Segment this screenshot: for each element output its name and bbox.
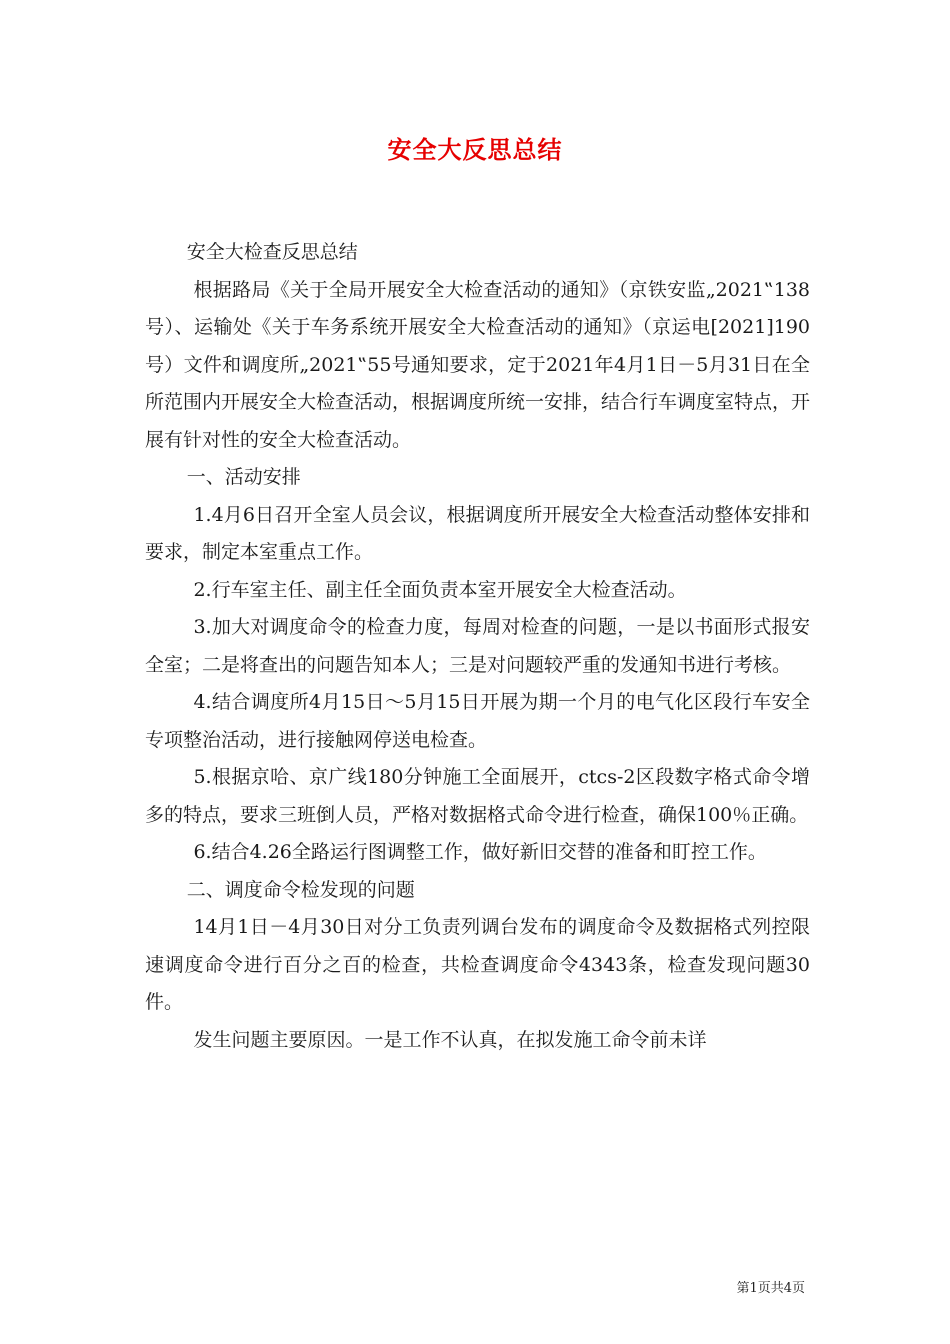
page-number: 第1页共4页	[736, 1281, 805, 1296]
problems-paragraph: 14月1日－4月30日对分工负责列调台发布的调度命令及数据格式列控限速调度命令进行百分之百的检查，共检查调度命令4343条，检查发现问题30件。	[145, 916, 810, 1013]
activity-item-4: 4.结合调度所4月15日～5月15日开展为期一个月的电气化区段行车安全专项整治活动，进行接触网停送电检查。	[145, 691, 810, 751]
document-body	[145, 234, 810, 1059]
section-heading-activity: 一、活动安排	[186, 466, 301, 488]
activity-item-5: 5.根据京哈、京广线180分钟施工全面展开，ctcs-2区段数字格式命令增多的特点，要求三班倒人员，严格对数据格式命令进行检查，确保100％正确。	[145, 766, 810, 826]
activity-item-2: 2.行车室主任、副主任全面负责本室开展安全大检查活动。	[193, 578, 687, 601]
document-title: 安全大反思总结	[387, 136, 563, 164]
subtitle-paragraph: 安全大检查反思总结	[186, 241, 358, 263]
activity-item-3: 3.加大对调度命令的检查力度，每周对检查的问题，一是以书面形式报安全室；二是将查出的问题告知本人；三是对问题较严重的发通知书进行考核。	[145, 616, 810, 676]
causes-paragraph: 发生问题主要原因。一是工作不认真，在拟发施工命令前未详	[193, 1028, 707, 1051]
activity-item-6: 6.结合4.26全路运行图调整工作，做好新旧交替的准备和盯控工作。	[193, 841, 767, 863]
intro-paragraph: 根据路局《关于全局开展安全大检查活动的通知》（京铁安监„2021‟138号）、运输处《关于车务系统开展安全大检查活动的通知》（京运电[2021]190号）文件和调度所„2021‟55号通知要求，定于2021年4月1日－5月31日在全所范围内开展安全大检查活动，根据调度所统一安排，结合行车调度室特点，开展有针对性的安全大检查活动。	[145, 278, 811, 451]
activity-item-1: 1.4月6日召开全室人员会议，根据调度所开展安全大检查活动整体安排和要求，制定本室重点工作。	[145, 503, 810, 563]
section-heading-problems: 二、调度命令检发现的问题	[186, 878, 415, 901]
